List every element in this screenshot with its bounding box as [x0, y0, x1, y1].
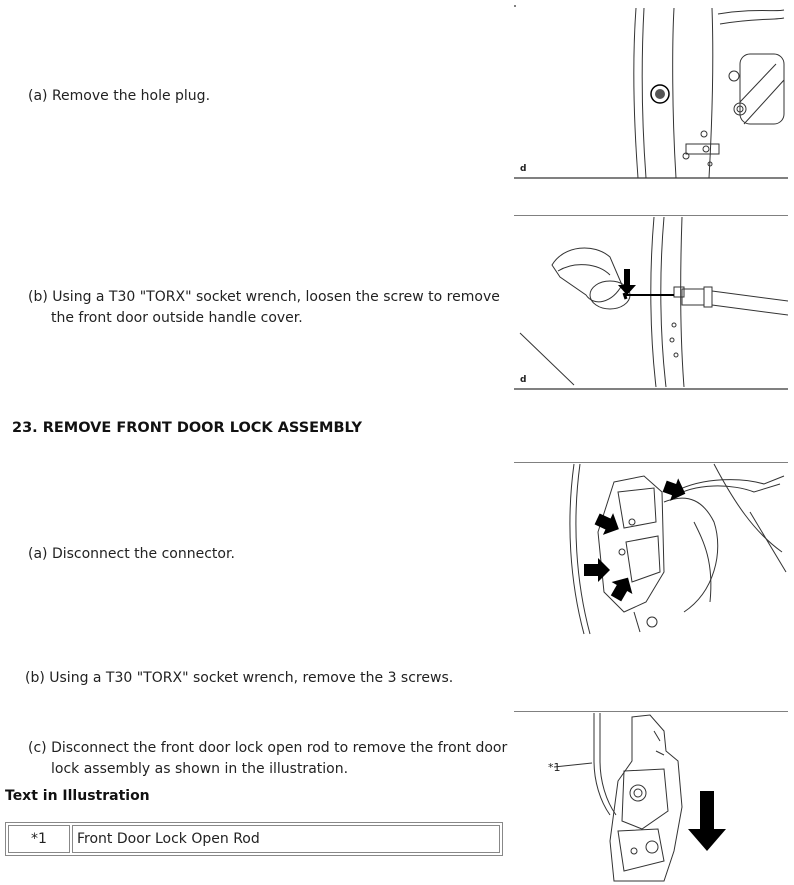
step-remove-screws — [25, 668, 453, 689]
figure-open-rod — [514, 711, 788, 883]
handle-cover-illustration — [514, 215, 788, 390]
hole-plug-illustration — [514, 4, 788, 180]
figure-hole-plug — [514, 4, 788, 180]
step-23c-line2: lock assembly as shown in the illustration. — [51, 761, 349, 777]
step-23a-text: (a) Disconnect the connector. — [28, 546, 235, 562]
step-b-line1: (b) Using a T30 "TORX" socket wrench, loosen the screw to remove — [28, 289, 500, 305]
lock-connector-illustration — [514, 462, 788, 635]
step-disconnect-connector — [28, 544, 235, 565]
step-a-text: (a) Remove the hole plug. — [28, 88, 211, 104]
figure-handle-cover — [514, 215, 788, 390]
open-rod-illustration — [514, 711, 788, 883]
legend-number: *1 — [8, 825, 70, 853]
step-disconnect-rod — [28, 738, 507, 780]
step-23b-text: (b) Using a T30 "TORX" socket wrench, remove the 3 screws. — [25, 670, 454, 686]
table-row — [8, 825, 500, 853]
illustration-legend-table — [5, 822, 503, 856]
illustration-heading: Text in Illustration — [5, 788, 150, 804]
section-heading: 23. REMOVE FRONT DOOR LOCK ASSEMBLY — [12, 420, 363, 436]
legend-label: Front Door Lock Open Rod — [72, 825, 500, 853]
step-23c-line1: (c) Disconnect the front door lock open rod to remove the front door — [28, 740, 508, 756]
figure-lock-connector — [514, 462, 788, 635]
figure-tag: d — [520, 164, 527, 174]
figure-tag: d — [520, 375, 527, 385]
callout-label: *1 — [548, 761, 561, 774]
step-remove-hole-plug — [28, 86, 210, 107]
step-loosen-screw — [28, 287, 500, 329]
step-b-line2: the front door outside handle cover. — [51, 310, 303, 326]
